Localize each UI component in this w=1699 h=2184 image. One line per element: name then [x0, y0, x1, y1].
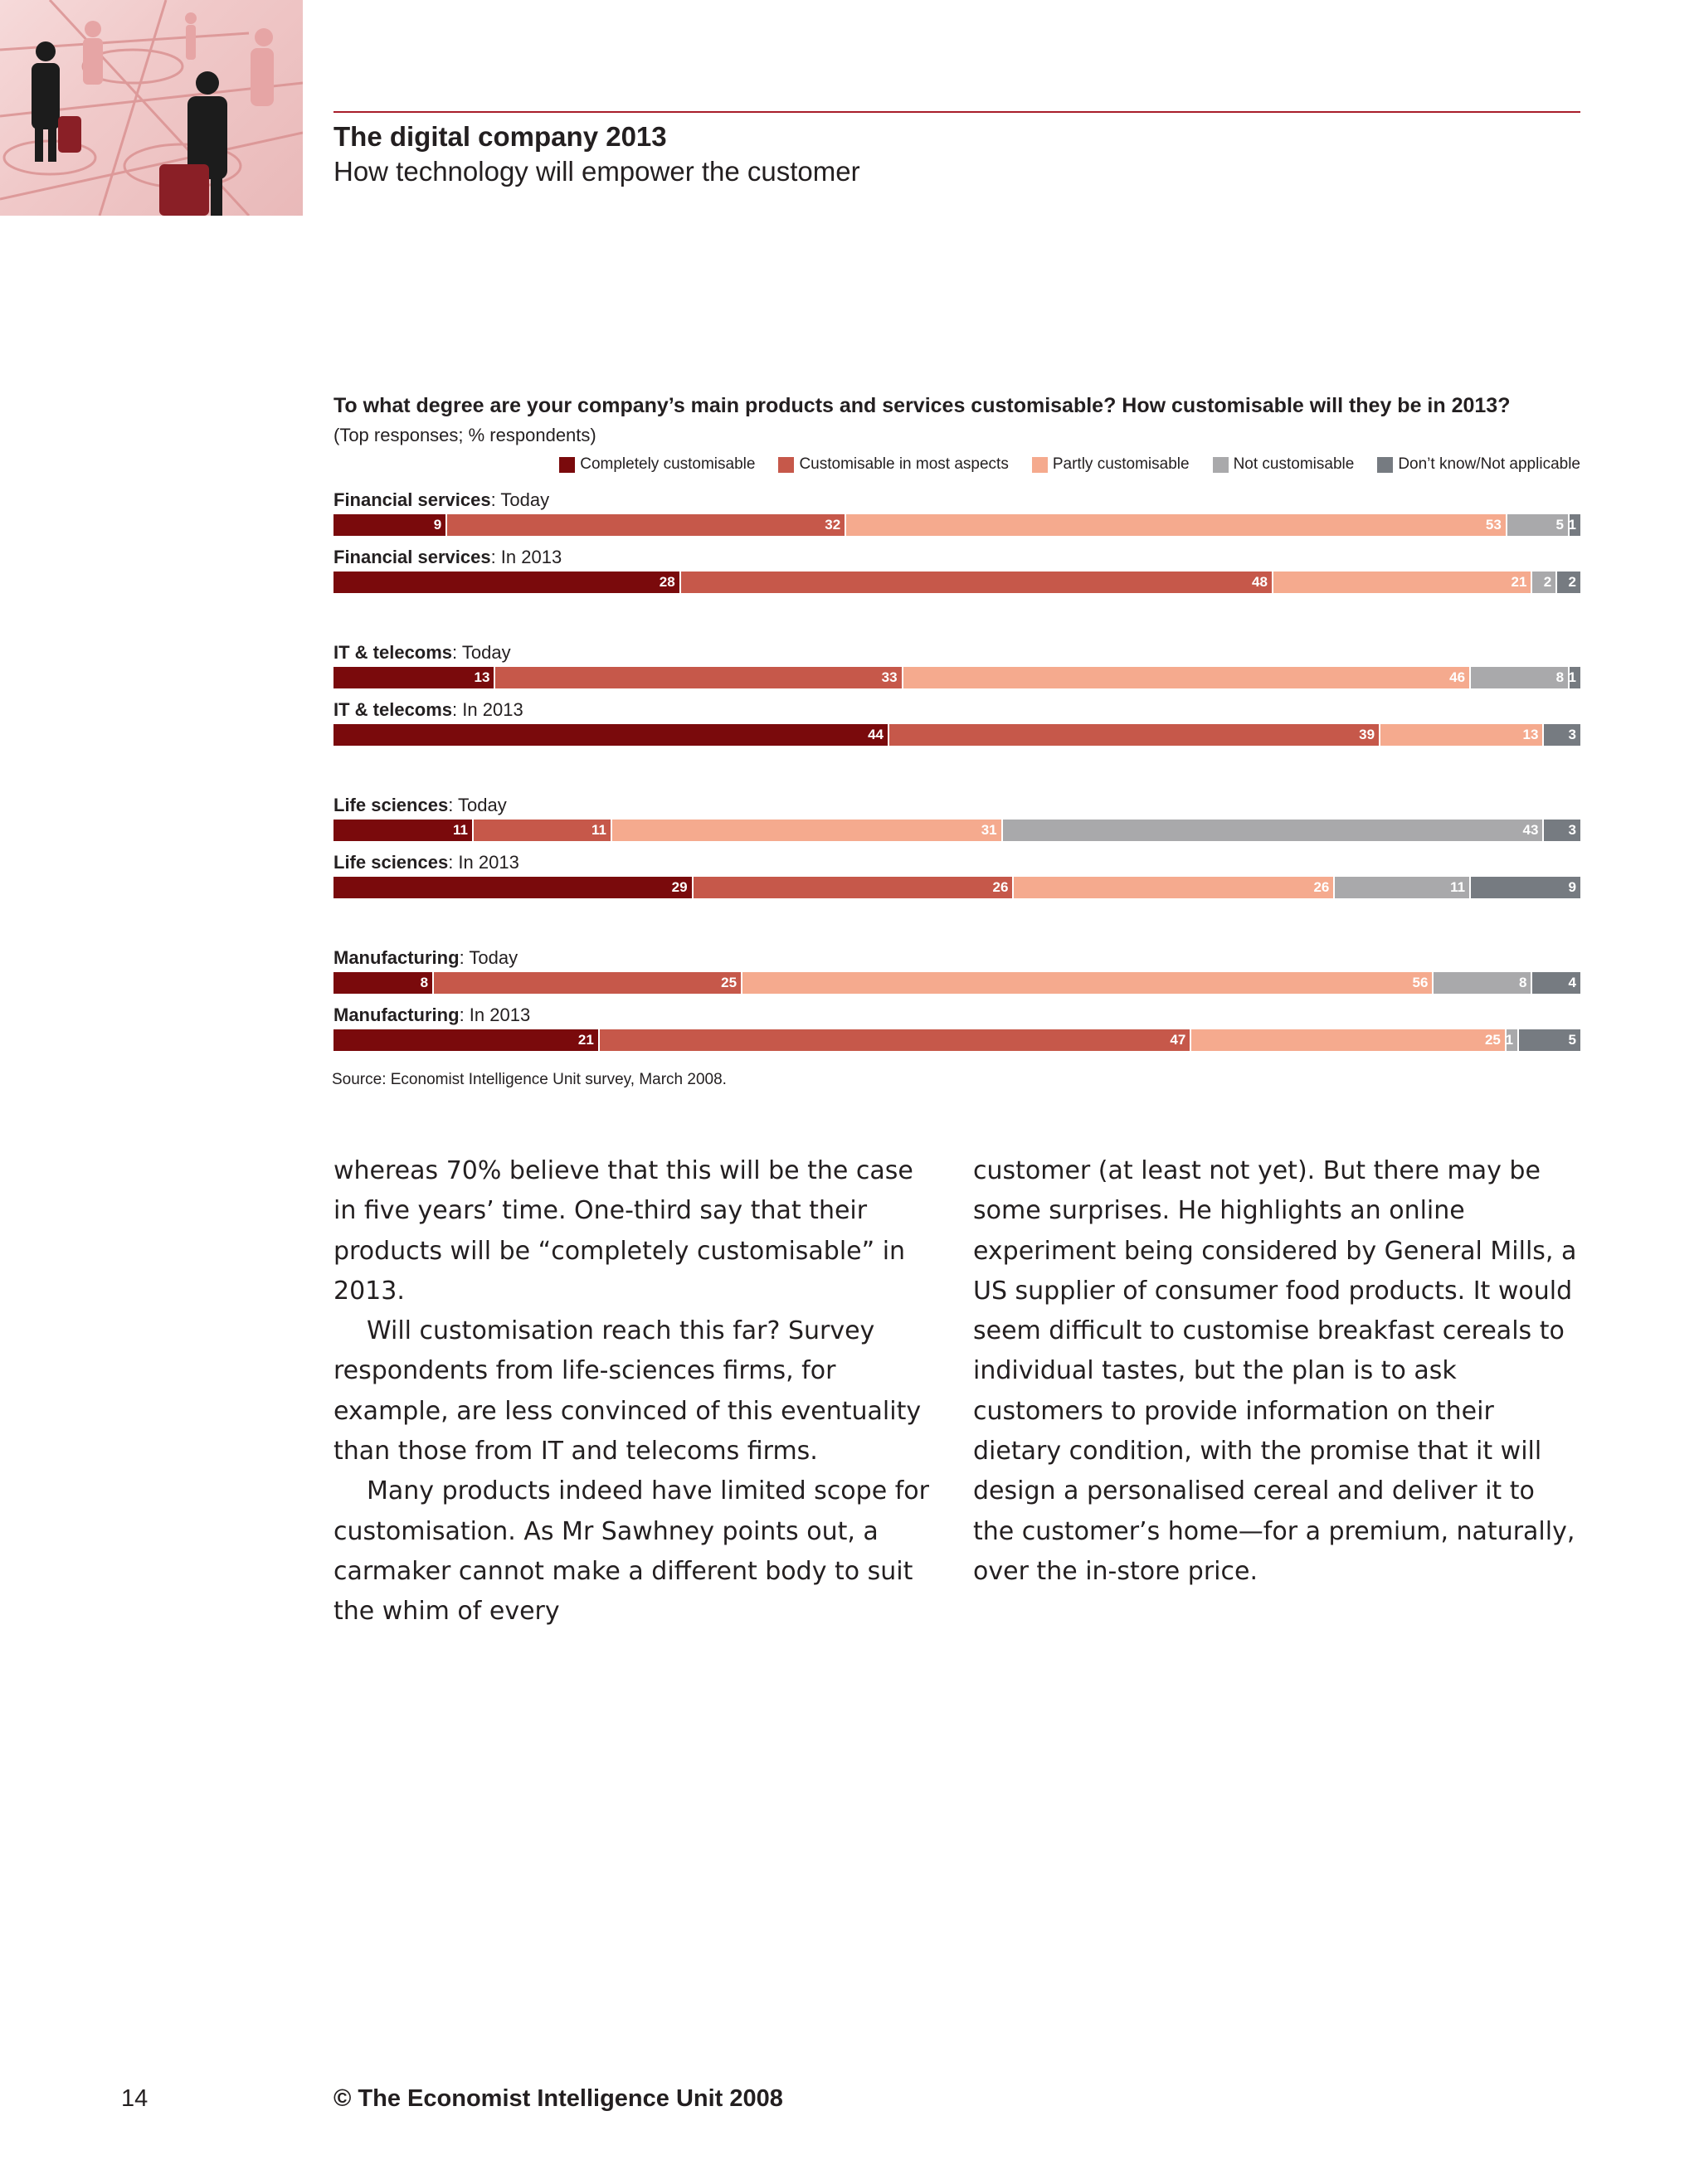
legend-item	[559, 455, 755, 474]
bar-value-label: 4	[1568, 975, 1576, 990]
bar-label-sector: Manufacturing	[333, 1004, 460, 1025]
bar-label-sector: Life sciences	[333, 852, 449, 873]
chart-legend	[559, 455, 1580, 474]
legend-swatch	[778, 457, 794, 473]
header-rule	[333, 111, 1580, 113]
bar-value-label: 26	[1313, 879, 1330, 895]
bar-segment	[1333, 877, 1469, 898]
paragraph: Will customisation reach this far? Survey respondents from life-sciences firms, for example, are less convinced of this eventuality than those from IT and telecoms firms.	[333, 1316, 922, 1467]
bar-label-separator: :	[448, 852, 459, 873]
bar-segment	[445, 514, 845, 536]
bar-segment	[494, 667, 901, 688]
document-title: The digital company 2013	[333, 121, 667, 152]
stacked-bar	[333, 667, 1580, 688]
bar-label-separator: :	[490, 547, 501, 567]
bar-label-sector: Life sciences	[333, 795, 449, 815]
bar-segment	[611, 820, 1001, 841]
stacked-bar	[333, 1029, 1580, 1051]
bar-segment	[1568, 667, 1580, 688]
bar-value-label: 5	[1568, 1032, 1576, 1048]
bar-value-label: 1	[1505, 1032, 1514, 1048]
bar-label-sector: Financial services	[333, 547, 491, 567]
bar-label-period: Today	[500, 489, 550, 510]
travellers-illustration	[0, 0, 303, 216]
bar-value-label: 56	[1412, 975, 1429, 990]
paragraph: customer (at least not yet). But there may be some surprises. He highlights an online experiment being considered by General Mills, a US supplier of consumer food products. It would seem difficult to customise breakfast cereals to individual tastes, but the plan is to ask customers to provide information on their dietary condition, with the promise that it will design a personalised cereal and deliver it to the customer’s home—for a premium, naturally, over the in-store price.	[973, 1156, 1577, 1586]
bar-label-period: Today	[458, 795, 507, 815]
bar-label-sector: IT & telecoms	[333, 642, 453, 663]
bar-segment	[333, 820, 472, 841]
legend-swatch	[559, 457, 575, 473]
legend-label: Don’t know/Not applicable	[1398, 455, 1580, 473]
bar-segment	[333, 667, 494, 688]
bar-segment	[1506, 514, 1568, 536]
bar-value-label: 44	[868, 727, 884, 742]
legend-label: Customisable in most aspects	[799, 455, 1009, 473]
bar-label-period: In 2013	[458, 852, 519, 873]
legend-swatch	[1032, 457, 1048, 473]
bar-segment	[1568, 514, 1580, 536]
bar-label	[333, 852, 519, 873]
legend-item	[778, 455, 1008, 474]
legend-item	[1377, 455, 1580, 474]
bar-label-separator: :	[459, 947, 470, 968]
bar-segment	[679, 572, 1272, 593]
bar-value-label: 2	[1543, 574, 1552, 590]
legend-label: Not customisable	[1233, 455, 1355, 473]
bar-value-label: 8	[420, 975, 429, 990]
bar-label	[333, 642, 511, 664]
paragraph: Many products indeed have limited scope for customisation. As Mr Sawhney points out, a carmaker cannot make a different body to suit the whim of every	[333, 1476, 929, 1627]
bar-segment	[1531, 572, 1555, 593]
stacked-bar	[333, 972, 1580, 994]
bar-label	[333, 795, 507, 816]
bar-segment	[1190, 1029, 1505, 1051]
bar-segment	[1542, 724, 1580, 746]
bar-label	[333, 699, 523, 721]
bar-value-label: 2	[1568, 574, 1576, 590]
stacked-bar	[333, 514, 1580, 536]
chart-subtitle: (Top responses; % respondents)	[333, 425, 596, 445]
bar-value-label: 1	[1568, 669, 1576, 685]
stacked-bar	[333, 724, 1580, 746]
bar-segment	[1379, 724, 1542, 746]
bar-segment	[1505, 1029, 1517, 1051]
bar-segment	[333, 877, 692, 898]
bar-segment	[1531, 972, 1580, 994]
bar-value-label: 26	[992, 879, 1009, 895]
bar-value-label: 8	[1555, 669, 1565, 685]
page-number: 14	[121, 2085, 148, 2112]
bar-segment	[741, 972, 1432, 994]
bar-value-label: 29	[671, 879, 688, 895]
bar-value-label: 46	[1449, 669, 1466, 685]
bar-label-period: Today	[469, 947, 518, 968]
bar-label-sector: IT & telecoms	[333, 699, 453, 720]
body-column-right	[973, 1151, 1579, 1592]
bar-segment	[333, 514, 445, 536]
bar-label-separator: :	[452, 642, 462, 663]
legend-label: Partly customisable	[1052, 455, 1190, 473]
bar-value-label: 1	[1568, 517, 1576, 533]
bar-value-label: 13	[1522, 727, 1539, 742]
legend-swatch	[1377, 457, 1393, 473]
bar-value-label: 28	[659, 574, 675, 590]
bar-value-label: 11	[1450, 879, 1466, 895]
bar-segment	[1517, 1029, 1580, 1051]
header-photo	[0, 0, 303, 216]
bar-value-label: 13	[474, 669, 490, 685]
bar-label	[333, 1004, 530, 1026]
legend-label: Completely customisable	[580, 455, 756, 473]
bar-segment	[333, 972, 432, 994]
bar-value-label: 48	[1252, 574, 1268, 590]
copyright-notice: © The Economist Intelligence Unit 2008	[333, 2085, 783, 2112]
bar-segment	[1432, 972, 1531, 994]
paragraph: whereas 70% believe that this will be the case in five years’ time. One-third say that their products will be “completely customisable” in 2013.	[333, 1156, 913, 1306]
chart-title: To what degree are your company’s main products and services customisable? How customisable will they be in 2013?	[333, 394, 1511, 417]
bar-segment	[333, 724, 888, 746]
stacked-bar	[333, 820, 1580, 841]
bar-label-sector: Manufacturing	[333, 947, 460, 968]
legend-item	[1032, 455, 1190, 474]
bar-segment	[845, 514, 1506, 536]
chart-source: Source: Economist Intelligence Unit survey, March 2008.	[332, 1071, 727, 1088]
bar-value-label: 5	[1555, 517, 1564, 533]
bar-segment	[598, 1029, 1190, 1051]
bar-segment	[902, 667, 1470, 688]
bar-value-label: 31	[981, 822, 997, 838]
bar-segment	[1001, 820, 1543, 841]
bar-label-period: Today	[461, 642, 511, 663]
bar-value-label: 25	[721, 975, 738, 990]
bar-value-label: 9	[433, 517, 442, 533]
bar-segment	[432, 972, 741, 994]
bar-segment	[1272, 572, 1531, 593]
document-subtitle: How technology will empower the customer	[333, 156, 860, 187]
stacked-bar	[333, 877, 1580, 898]
bar-segment	[1542, 820, 1580, 841]
bar-segment	[1012, 877, 1333, 898]
bar-segment	[472, 820, 611, 841]
bar-value-label: 53	[1485, 517, 1502, 533]
legend-swatch	[1213, 457, 1229, 473]
legend-item	[1213, 455, 1355, 474]
stacked-bar	[333, 572, 1580, 593]
bar-value-label: 21	[577, 1032, 594, 1048]
bar-value-label: 9	[1568, 879, 1576, 895]
bar-value-label: 3	[1568, 822, 1576, 838]
bar-value-label: 33	[881, 669, 898, 685]
bar-value-label: 11	[453, 822, 468, 838]
bar-label-separator: :	[448, 795, 459, 815]
bar-label-separator: :	[490, 489, 501, 510]
bar-value-label: 43	[1522, 822, 1539, 838]
bar-value-label: 47	[1170, 1032, 1186, 1048]
bar-label-period: In 2013	[462, 699, 523, 720]
bar-segment	[888, 724, 1379, 746]
bar-segment	[692, 877, 1013, 898]
bar-value-label: 8	[1518, 975, 1527, 990]
bar-label	[333, 547, 562, 568]
bar-segment	[1555, 572, 1580, 593]
bar-label	[333, 489, 549, 511]
bar-label-sector: Financial services	[333, 489, 491, 510]
bar-value-label: 39	[1359, 727, 1375, 742]
bar-label-period: In 2013	[500, 547, 562, 567]
bar-segment	[1469, 877, 1580, 898]
bar-value-label: 25	[1484, 1032, 1501, 1048]
bar-label	[333, 947, 518, 969]
bar-label-separator: :	[452, 699, 463, 720]
body-column-left	[333, 1151, 939, 1632]
bar-segment	[1469, 667, 1568, 688]
bar-value-label: 11	[591, 822, 606, 838]
bar-label-separator: :	[459, 1004, 470, 1025]
bar-segment	[333, 572, 679, 593]
bar-value-label: 21	[1511, 574, 1527, 590]
bar-segment	[333, 1029, 598, 1051]
bar-value-label: 32	[825, 517, 841, 533]
bar-label-period: In 2013	[469, 1004, 531, 1025]
bar-value-label: 3	[1568, 727, 1576, 742]
